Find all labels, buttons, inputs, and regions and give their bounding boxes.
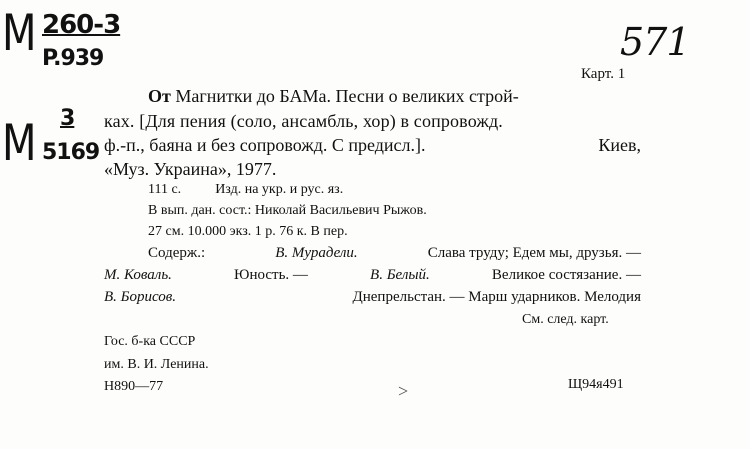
continuation-note: См. след. карт.	[522, 312, 609, 327]
handwritten-number: 571	[620, 20, 690, 64]
card-number-label: Карт. 1	[581, 66, 626, 82]
composer-bely: В. Белый.	[370, 267, 430, 283]
library-line-1: Гос. б-ка СССР	[104, 334, 196, 349]
composer-muradeli: В. Мурадели.	[275, 245, 358, 261]
contents-songs-3: Великое состязание. —	[491, 267, 641, 283]
pages-line	[148, 183, 343, 197]
title-line-3	[104, 136, 641, 154]
language-note: Изд. на укр. и рус. яз.	[215, 182, 344, 197]
title-line-4: «Муз. Украина», 1977.	[104, 159, 277, 179]
handwritten-mark: >	[398, 381, 409, 401]
contents-line-1	[148, 246, 641, 261]
contents-label: Содерж.:	[148, 245, 206, 261]
page-count: 111 с.	[148, 182, 182, 197]
shelf-mark-letter-top: M	[2, 4, 36, 62]
composer-koval: М. Коваль.	[104, 267, 172, 283]
format-line: 27 см. 10.000 экз. 1 р. 76 к. В пер.	[148, 224, 348, 239]
shelf-mark-top-numerator: 260-3	[42, 10, 121, 40]
contents-songs-2: Юность. —	[234, 267, 308, 283]
publication-city: Киев,	[598, 135, 641, 155]
card-code-right: Щ94я491	[568, 377, 624, 392]
shelf-mark-bottom-numerator: 3	[60, 106, 75, 131]
shelf-mark-letter-bottom: M	[2, 114, 36, 172]
title-line-3-text: ф.-п., баяна и без сопровожд. С предисл.].	[104, 135, 426, 155]
compiler-line: В вып. дан. сост.: Николай Васильевич Рыжов.	[148, 203, 427, 218]
contents-songs-4: Днепрельстан. — Марш ударников. Мелодия	[352, 289, 641, 305]
title-line-1-text: Магнитки до БАМа. Песни о великих строй-	[170, 86, 519, 106]
shelf-mark-top-denominator: P.939	[42, 46, 104, 71]
contents-songs-1: Слава труду; Едем мы, друзья. —	[427, 245, 641, 261]
contents-line-3	[104, 290, 641, 305]
card-code-left: Н890—77	[104, 379, 164, 394]
title-lead-word: От	[148, 86, 171, 106]
shelf-mark-bottom-denominator: 5169	[42, 140, 100, 165]
composer-borisov: В. Борисов.	[104, 289, 177, 305]
title-line-2: ках. [Для пения (соло, ансамбль, хор) в сопровожд.	[104, 111, 503, 131]
title-line-1	[148, 87, 641, 105]
library-line-2: им. В. И. Ленина.	[104, 357, 209, 372]
contents-line-2	[104, 268, 641, 283]
